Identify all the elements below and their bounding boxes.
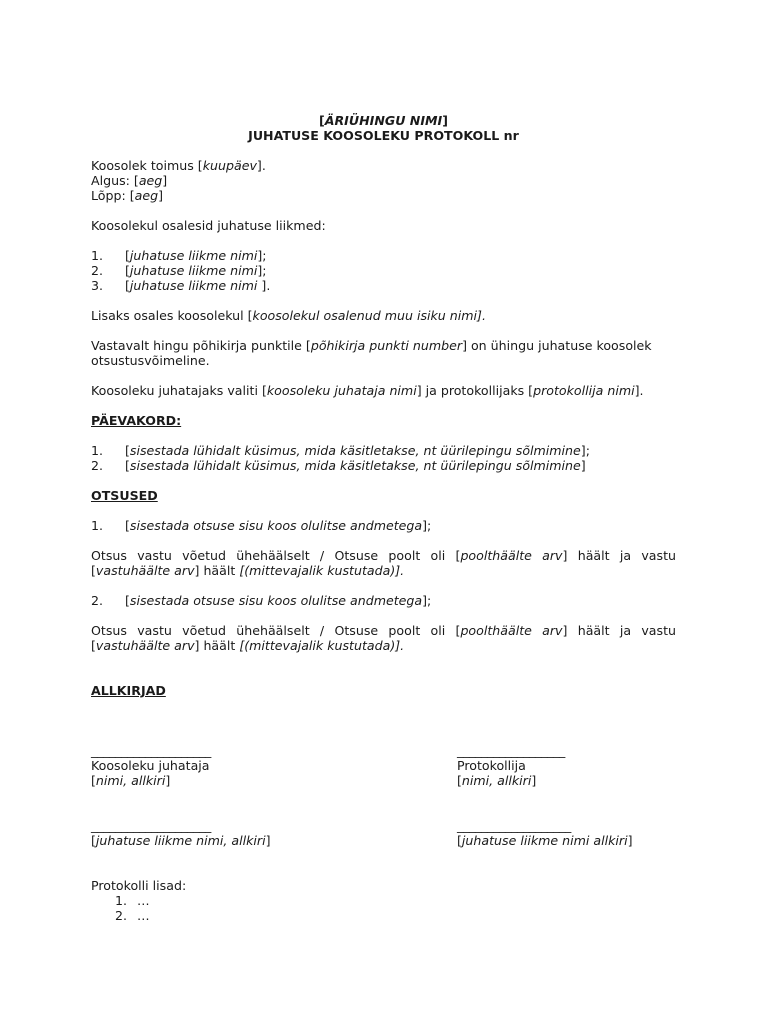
member-signature-block bbox=[457, 818, 676, 848]
minutes-document bbox=[91, 113, 676, 923]
end-time-placeholder: aeg bbox=[134, 188, 159, 203]
meeting-date-line: Koosolek toimus [kuupäev]. bbox=[91, 158, 266, 173]
decision-content-placeholder: sisestada otsuse sisu koos olulitse andmetega bbox=[129, 593, 423, 608]
votes-against-placeholder: vastuhäälte arv bbox=[95, 563, 195, 578]
list-item: 2. [sisestada lühidalt küsimus, mida käsitletakse, nt üürilepingu sõlmimine] bbox=[91, 458, 586, 473]
member-name-placeholder: juhatuse liikme nimi bbox=[129, 263, 258, 278]
list-item: 1. [juhatuse liikme nimi]; bbox=[91, 248, 267, 263]
member-note: [juhatuse liikme nimi allkiri] bbox=[457, 833, 633, 848]
signature-row bbox=[91, 743, 676, 788]
other-attendees-line: Lisaks osales koosolekul [koosolekul osalenud muu isiku nimi]. bbox=[91, 308, 486, 323]
member-name-placeholder: juhatuse liikme nimi bbox=[129, 248, 258, 263]
secretary-name-placeholder: protokollija nimi bbox=[533, 383, 635, 398]
secretary-signature-block bbox=[457, 743, 676, 788]
signature-line: ___________________ bbox=[457, 818, 571, 833]
votes-for-placeholder: poolthäälte arv bbox=[460, 548, 563, 563]
list-item: 1. [sisestada lühidalt küsimus, mida käsitletakse, nt üürilepingu sõlmimine]; bbox=[91, 443, 590, 458]
list-item: 3. [juhatuse liikme nimi ]. bbox=[91, 278, 271, 293]
document-title: JUHATUSE KOOSOLEKU PROTOKOLL nr bbox=[248, 128, 519, 143]
company-name-placeholder: ÄRIÜHINGU NIMI bbox=[324, 113, 443, 128]
quorum-paragraph: Vastavalt hingu põhikirja punktile [põhikirja punkti number] on ühingu juhatuse koosolek otsustusvõimeline. bbox=[91, 338, 652, 368]
vote-paragraph: Otsus vastu võetud ühehäälselt / Otsuse poolt oli [poolthäälte arv] häält ja vastu [vastuhäälte arv] häält [(mittevajalik kustutada)]. bbox=[91, 548, 676, 578]
members-intro: Koosolekul osalesid juhatuse liikmed: bbox=[91, 218, 326, 233]
list-item: 1. … bbox=[115, 893, 150, 908]
meeting-end-line: Lõpp: [aeg] bbox=[91, 188, 164, 203]
signature-row bbox=[91, 818, 676, 848]
member-name-placeholder: juhatuse liikme nimi bbox=[129, 278, 262, 293]
chair-note: [nimi, allkiri] bbox=[91, 773, 171, 788]
company-name-line: [ÄRIÜHINGU NIMI] bbox=[318, 113, 449, 128]
agenda-list bbox=[91, 443, 676, 473]
votes-against-placeholder: vastuhäälte arv bbox=[95, 638, 195, 653]
votes-for-placeholder: poolthäälte arv bbox=[460, 623, 563, 638]
other-attendee-placeholder: koosolekul osalenud muu isiku nimi]. bbox=[252, 308, 486, 323]
decision-content-placeholder: sisestada otsuse sisu koos olulitse andmetega bbox=[129, 518, 423, 533]
signatures-heading: ALLKIRJAD bbox=[91, 683, 166, 698]
decision-item: 1. [sisestada otsuse sisu koos olulitse andmetega]; bbox=[91, 518, 432, 533]
start-time-placeholder: aeg bbox=[138, 173, 163, 188]
signature-line: ____________________ bbox=[91, 818, 211, 833]
signature-line: __________________ bbox=[457, 743, 565, 758]
member-signature-block bbox=[91, 818, 457, 848]
agenda-item-placeholder: sisestada lühidalt küsimus, mida käsitletakse, nt üürilepingu sõlmimine bbox=[129, 443, 581, 458]
meeting-start-line: Algus: [aeg] bbox=[91, 173, 168, 188]
signature-line: ____________________ bbox=[91, 743, 211, 758]
chair-secretary-line: Koosoleku juhatajaks valiti [koosoleku juhataja nimi] ja protokollijaks [protokollija nimi]. bbox=[91, 383, 644, 398]
delete-note: [(mittevajalik kustutada)]. bbox=[239, 563, 405, 578]
appendix-label: Protokolli lisad: bbox=[91, 878, 187, 893]
decision-item: 2. [sisestada otsuse sisu koos olulitse andmetega]; bbox=[91, 593, 432, 608]
date-placeholder: kuupäev bbox=[202, 158, 257, 173]
delete-note: [(mittevajalik kustutada)]. bbox=[239, 638, 405, 653]
chair-label: Koosoleku juhataja bbox=[91, 758, 210, 773]
agenda-item-placeholder: sisestada lühidalt küsimus, mida käsitletakse, nt üürilepingu sõlmimine bbox=[129, 458, 581, 473]
member-note: [juhatuse liikme nimi, allkiri] bbox=[91, 833, 271, 848]
appendix-list bbox=[91, 893, 676, 923]
members-list bbox=[91, 248, 676, 293]
list-item: 2. [juhatuse liikme nimi]; bbox=[91, 263, 267, 278]
decisions-heading: OTSUSED bbox=[91, 488, 158, 503]
chair-signature-block bbox=[91, 743, 457, 788]
agenda-heading: PÄEVAKORD: bbox=[91, 413, 182, 428]
statute-point-placeholder: põhikirja punkti number bbox=[310, 338, 463, 353]
vote-paragraph: Otsus vastu võetud ühehäälselt / Otsuse poolt oli [poolthäälte arv] häält ja vastu [vastuhäälte arv] häält [(mittevajalik kustutada)]. bbox=[91, 623, 676, 653]
list-item: 2. … bbox=[115, 908, 150, 923]
secretary-label: Protokollija bbox=[457, 758, 526, 773]
secretary-note: [nimi, allkiri] bbox=[457, 773, 537, 788]
chair-name-placeholder: koosoleku juhataja nimi bbox=[266, 383, 417, 398]
